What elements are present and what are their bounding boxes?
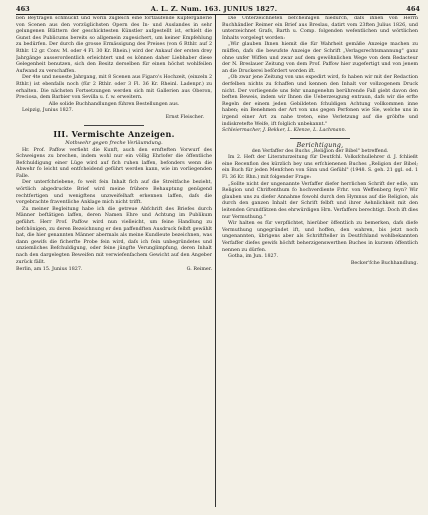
page-header [0,5,428,14]
separator-rule [84,125,144,126]
article-paragraph: Wir halten es für verpflichtet, hierüber öffentlich zu bemerken, dafs diefe Vermuthung ungegründet ift, und hoffen, den wahren, bis jetzt noch ungenannten, übrigens aber als Schriftfteller in Deutfchland wohlbekannten Verfaffer diefes gewifs höchft beherzigenswerthen Buches in kurzem öffentlich nennen zu dürfen. [222,221,418,253]
journal-title: A. L. Z. Num. 163. JUNIUS 1827. [150,5,278,13]
article-paragraph: ben Beyträgen schmückt und worin zugleich eine fortlaufende Kupfergallerie von Scenen aus den vorzüglichsten Opern des In- und Auslandes in sehr gelungenen Blättern der geschicktesten Künstler aufgestellt ist, erhielt die Gunst des Publicums bereits so allgemein zugesichert, um keiner Empfehlung zu bedürfen. Der durch die grosse Ermässigung des Preises (von 6 Rthlr. auf 2 Rthlr. 12 gr. Conv. M. oder 4 Fl. 30 Kr. Rhein.) wird der Ankauf der ersten drey Jahrgänge ausserordentlich erleichtert und es können daher Liebhaber diese Gelegenheit benutzen, sich den Besitz derselben für einen höchst wohlfeilen Aufwand zu verschaffen. [16,16,212,74]
quoted-paragraph: „Wir glauben Ihnen hiemit die für Wahrheit gemäße Anzeige machen zu müffen, dafs die bewufste Anzeige der Schrift „Verlagsrechtsmannung" ganz ohne unfer Wiffen und zwar auf dem gewöhnlichen Wege von dem Redacteur der N. Breslauer Zeitung von dem Prof. Paffow hier zugefertigt und von jenem an die Druckerei befördert worden ift. [222,42,418,74]
article-paragraph: Im 2. Heft der Literaturzeitung für Deutfchl. Volksfchullehrer d. J. fchließt eine Recenfion des kürzlich bey uns erfchienenen Buches „Religion der Bibel; ein Buch für jeden Menfchen von Sinn und Gefühl" (1948. S. geh. 21 ggl. od. 1 Fl. 36 Kr. Rhn.) mit folgender Frage: [222,155,418,181]
sign-place: Gotha, im Jun. 1827. [228,254,279,260]
article-paragraph: Die Unterzeichneten befcheinigen hiedurch, dafs ihnen von Herrn Buchhändler Reimer ein Brief aus Breslau, datirt vom 23ften Julius 1826, und unterzeichnet Grafs, Barth u. Comp. folgenden wefentlichen und wörtlichen Inhalts vorgelegt worden: [222,16,418,41]
sign-name: Becker'fche Buchhandlung. [350,260,418,266]
section-subtitle: Nothwehr gegen freche Verläumdung. [65,139,163,146]
dateline: Leipzig, Junius 1827. [22,108,74,114]
signature-line [16,267,212,274]
column-divider [215,15,216,507]
signatories: Schleiermacher, J. Bekker, L. Klenze, L. Lachmann. [222,128,347,134]
article-paragraph: Hr. Prof. Paffow verfieht die Kunft, auch den ernfteften Vorwurf des Schweigens zu brechen, indem wohl nur ein völlig Ehrlofer die öffentliche Befchuldigung einer Lüge wird auf fich ruhen laffen, befonders wenn die Abwehr fo leicht und entfcheidend geführt werden kann, wie im vorliegenden Falle. [16,147,212,179]
notice-subtitle: den Verfaffer des Buchs „Religion der Bibel" betreffend. [251,148,389,154]
article-paragraph: Der 4te und neueste Jahrgang, mit 8 Scenen aus Figaro's Hochzeit, (einzeln 2 Rthlr.) ist ebenfalls noch (für 2 Rthlr. oder 3 Fl. 36 Kr. Rheinl. Ladenpr.) zu erhalten. Die nächsten Fortsetzungen werden sich mit Gallerien aus Oberon, Preciosa, dem Barbier von Sevilla u. f. w. erweitern. [16,75,212,101]
page-number-right: 464 [406,5,420,13]
sign-place: Berlin, am 15. Junius 1827. [16,267,83,273]
section-heading: III. Vermischte Anzeigen. [53,128,175,139]
left-column [16,16,212,510]
notice-title: Berichtigung, [296,141,344,149]
sign-name: G. Reimer. [186,267,212,273]
quoted-paragraph: „Sollte nicht der ungenannte Verfaffer diefer herrlichen Schrift der edle, um Religion und Chriftenthum fo hochverdiente Frhr. von Weffenberg feyn? Wir glauben uns zu diefer Annahme fowohl durch den Hymnus auf die Religion, als durch den ganzen Inhalt der Schrift felbft und ihrer Aehnlichkeit mit den leitenden Grundfätzen des ehrwürdigen Hrn. Verfaffers berechtigt. Doch ift dies nur Vermuthung." [222,181,418,220]
header-rule [16,14,416,15]
page-number-left: 463 [16,5,30,13]
article-paragraph: Alle solide Buchhandlungen führen Bestellungen aus. [48,101,180,107]
article-paragraph: Der unterfchriebene, fo weit fein Inhalt fich auf die Streitfache bezieht, wörtlich abgedruckte Brief wird meine frühere Behauptung genügend rechtfertigen und wenigftens unzweifelhaft erkennen laffen, dafs die vorgebrachte fraventliche Anklage mich nicht trifft. [16,180,212,206]
right-column [222,16,418,510]
quoted-paragraph: „Ob zwar jene Zeitung von uns expedirt wird, fo haben wir mit der Redaction derfelben nichts zu fchaffen und kennen den Inhalt vor vollzogenem Druck nicht. Der vorliegende uns fehr unangenehm berührende Fall giebt davon den beften Beweis, indem wir Ihnen die Ueberzeugung entraun, dafs wir die erfte Regeln der einem jeden Gebildeten fchuldigen Achtung vollkommen inne haben; ein Benehmen der Art von uns gegen Perfonen wie Sie, welche uns in irgend einer Art zu nahe treten, eine Verletzung auf die gröbfte und indiskretefte Weife, ift folglich unbekannt." [222,75,418,127]
signature: Ernst Fleischer. [165,114,204,120]
article-paragraph: Zu meiner Begleitung habe ich die getreue Abfchrift des Briefes durch Männer beftätigen laffen, deren Namen Ehre und Achtung im Publikum geführt. Herr Prof. Paffow wird nun vielleicht, um feine Handlung zu befchönigen, zu deren Bezeichnung er den paffendften Ausdruck felbft gewählt hat, die hier genannten Männer abermals als meine Kundleute bezeichnen, was dann gewifs die ficherfte Probe fein wird, dafs ich fein unbegründetes und unziemliches Befchuldigung, oder feine jüngfte Verunglimpfung, deren Inhalt nach den dargelegten Beweifen mit verwiefenfachem Gewicht auf den Angeber zurück fällt. [16,206,212,265]
separator-rule [290,138,350,139]
